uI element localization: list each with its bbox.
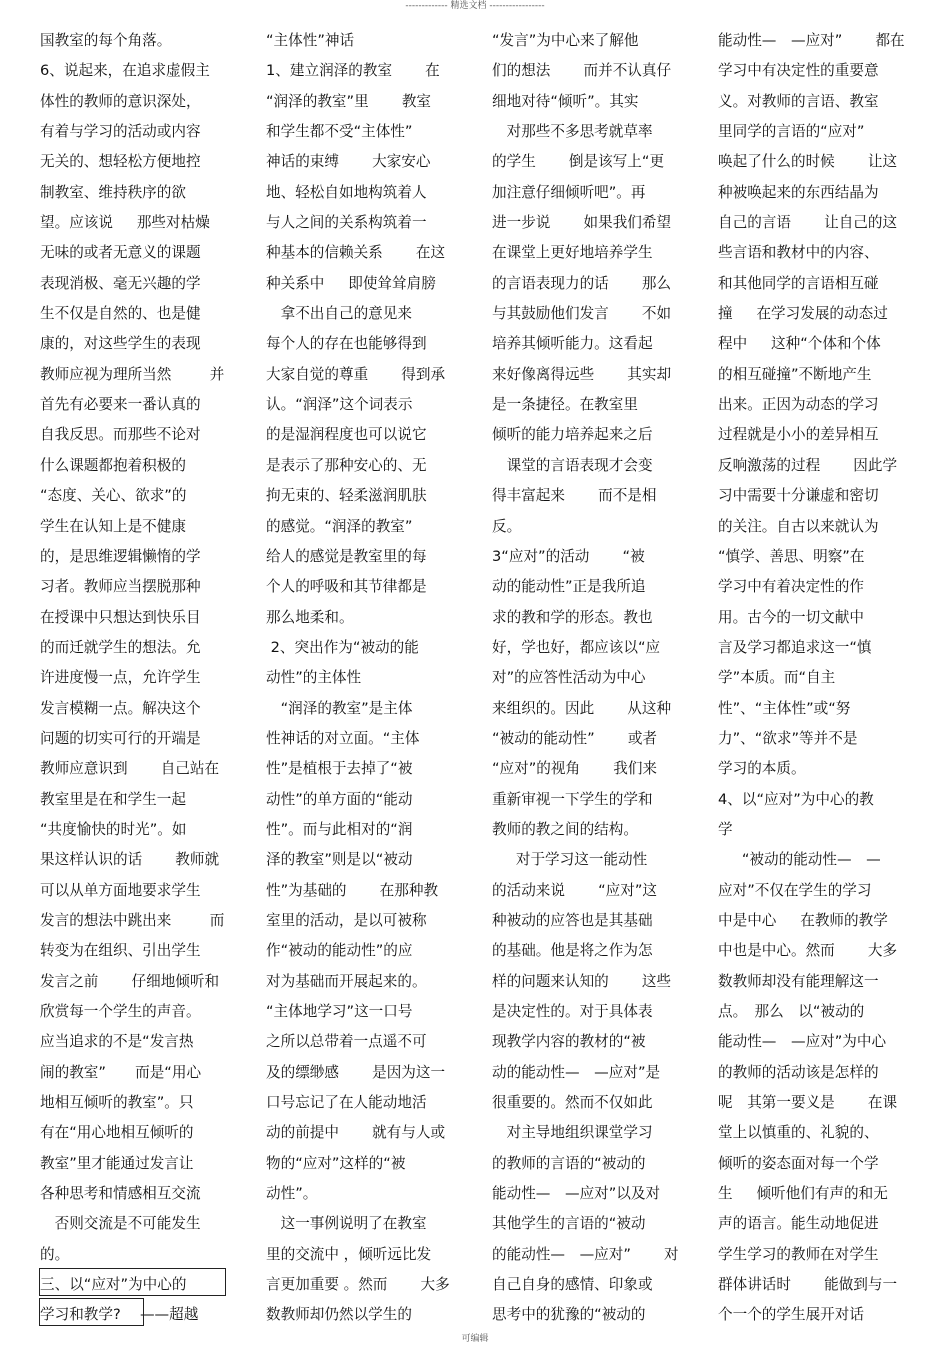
text-line: 认。“润泽”这个词表示 bbox=[266, 396, 413, 414]
text-line: 学习中有决定性的重要意 bbox=[718, 62, 879, 80]
text-line: 中是中心 在教师的教学 bbox=[718, 911, 888, 929]
text-line: 及的缥缈感 是因为这一 bbox=[266, 1063, 446, 1081]
text-line: 能动性— —应对” 都在 bbox=[718, 32, 905, 49]
text-line: 三、以“应对”为中心的 bbox=[40, 1276, 187, 1294]
text-line: 应当追求的不是“发言热 bbox=[40, 1033, 194, 1051]
text-line: 反响激荡的过程 因此学 bbox=[718, 456, 898, 474]
text-line: 拿不出自己的意见来 bbox=[266, 305, 412, 323]
text-line: 的活动来说 “应对”这 bbox=[492, 881, 658, 899]
text-line: 的能动性— —应对” 对 bbox=[492, 1245, 679, 1263]
text-line: 倾听的姿态面对每一个学 bbox=[718, 1154, 879, 1172]
text-line: 种被动的应答也是其基础 bbox=[492, 911, 653, 929]
text-line: 体性的教师的意识深处， bbox=[40, 92, 201, 110]
text-line: 学生在认知上是不健康 bbox=[40, 517, 186, 535]
text-line: 课堂的言语表现才会变 bbox=[492, 456, 653, 474]
text-line: 学生学习的教师在对学生 bbox=[718, 1245, 879, 1263]
text-line: 可以从单方面地要求学生 bbox=[40, 881, 201, 899]
text-line: 的。 bbox=[40, 1245, 70, 1263]
text-line: 来好像离得远些 其实却 bbox=[492, 365, 672, 383]
text-line: 发言的想法中跳出来 而 bbox=[40, 911, 225, 929]
text-line: 动性”。 bbox=[266, 1185, 318, 1203]
text-line: “主体地学习”这一口号 bbox=[266, 1003, 413, 1020]
text-line: 和其他同学的言语相互碰 bbox=[718, 274, 879, 292]
text-line: 动的前提中 就有与人或 bbox=[266, 1124, 446, 1142]
text-line: 6、说起来，在追求虚假主 bbox=[40, 62, 210, 80]
text-line: 在课堂上更好地培养学生 bbox=[492, 244, 653, 262]
text-line: 里同学的言语的“应对” bbox=[718, 123, 865, 141]
text-line: 倾听的能力培养起来之后 bbox=[492, 426, 653, 444]
text-line: “润泽的教室”是主体 bbox=[266, 699, 413, 717]
text-line: 动的能动性”正是我所追 bbox=[492, 578, 646, 596]
text-line: “主体性”神话 bbox=[266, 32, 355, 49]
text-line: 性”、“主体性”或“努 bbox=[718, 699, 851, 717]
text-line: 问题的切实可行的开端是 bbox=[40, 729, 201, 747]
text-line: 发言模糊一点。解决这个 bbox=[40, 699, 201, 717]
text-line: 对那些不多思考就草率 bbox=[492, 123, 653, 141]
text-line: 地、轻松自如地构筑着人 bbox=[266, 183, 427, 201]
text-line: 拘无束的、轻柔滋润肌肤 bbox=[266, 487, 427, 505]
text-line: 应对”不仅在学生的学习 bbox=[718, 881, 872, 899]
text-line: 室里的活动，是以可被称 bbox=[266, 911, 427, 929]
text-line: 撞 在学习发展的动态过 bbox=[718, 305, 888, 323]
text-line: 动的能动性— —应对”是 bbox=[492, 1063, 661, 1081]
text-line: 呢 其第一要义是 在课 bbox=[718, 1094, 898, 1112]
text-line: 种关系中 即使耸耸肩膀 bbox=[266, 274, 436, 292]
text-line: 教室里是在和学生一起 bbox=[40, 790, 186, 808]
text-line: 言及学习都追求这一“慎 bbox=[718, 638, 872, 656]
text-line: 否则交流是不可能发生 bbox=[40, 1215, 201, 1233]
page-header: ------------- 精选文档 ----------------- bbox=[405, 1, 545, 11]
text-line: 很重要的。然而不仅如此 bbox=[492, 1094, 653, 1112]
text-line: 3“应对”的活动 “被 bbox=[492, 547, 645, 565]
text-line: 好，学也好，都应该以“应 bbox=[492, 638, 661, 656]
text-line: 生 倾听他们有声的和无 bbox=[718, 1185, 888, 1203]
text-line: 中也是中心。然而 大多 bbox=[718, 942, 898, 960]
text-line: 教室”里才能通过发言让 bbox=[40, 1154, 194, 1172]
text-line: 4、以“应对”为中心的教 bbox=[718, 790, 874, 808]
text-line: 大家自觉的尊重 得到承 bbox=[266, 365, 446, 383]
text-line: 义。对教师的言语、教室 bbox=[718, 92, 879, 110]
text-line: 重新审视一下学生的学和 bbox=[492, 790, 653, 808]
text-line: 之所以总带着一点遥不可 bbox=[266, 1033, 427, 1051]
text-line: 和学生都不受“主体性” bbox=[266, 123, 413, 141]
text-line: 首先有必要来一番认真的 bbox=[40, 396, 201, 414]
text-line: 里的交流中 ，倾听远比发 bbox=[266, 1245, 432, 1263]
text-line: 言更加重要 。然而 大多 bbox=[266, 1276, 450, 1294]
text-line: 的言语表现力的话 那么 bbox=[492, 274, 672, 292]
text-line: 1、建立润泽的教室 在 bbox=[266, 62, 440, 80]
text-line: 国教室的每个角落。 bbox=[40, 32, 172, 49]
text-line: 泽的教室”则是以“被动 bbox=[266, 851, 413, 869]
text-line: 康的，对这些学生的表现 bbox=[40, 335, 201, 353]
text-line: 什么课题都抱着积极的 bbox=[40, 456, 186, 474]
text-line: 对于学习这一能动性 bbox=[492, 851, 648, 869]
text-line: 的感觉。“润泽的教室” bbox=[266, 517, 413, 535]
text-line: 与其鼓励他们发言 不如 bbox=[492, 305, 672, 323]
text-line: 动性”的单方面的“能动 bbox=[266, 790, 413, 808]
text-line: 对”的应答性活动为中心 bbox=[492, 669, 646, 687]
text-line: 唤起了什么的时候 让这 bbox=[718, 153, 898, 171]
text-line: 的相互碰撞”不断地产生 bbox=[718, 365, 872, 383]
text-line: 习者。教师应当摆脱那种 bbox=[40, 578, 201, 596]
text-line: 思考中的犹豫的“被动的 bbox=[492, 1306, 646, 1324]
text-line: 的，是思维逻辑懒惰的学 bbox=[40, 547, 201, 565]
text-line: 2、突出作为“被动的能 bbox=[266, 638, 419, 656]
text-line: 声的语言。能生动地促进 bbox=[718, 1215, 879, 1233]
text-line: 学习和教学? ——超越 bbox=[40, 1306, 199, 1324]
text-line: 力”、“欲求”等并不是 bbox=[718, 729, 858, 747]
text-line: “润泽的教室”里 教室 bbox=[266, 92, 432, 110]
text-line: 学习中有着决定性的作 bbox=[718, 578, 864, 596]
text-line: 群体讲话时 能做到与一 bbox=[718, 1276, 898, 1294]
text-line: 能动性— —应对”为中心 bbox=[718, 1033, 887, 1051]
text-line: “慎学、善思、明察”在 bbox=[718, 547, 865, 565]
text-line: 数教师却仍然以学生的 bbox=[266, 1306, 412, 1324]
text-column-3 bbox=[492, 26, 692, 1331]
text-line: 进一步说 如果我们希望 bbox=[492, 214, 672, 232]
text-line: 作“被动的能动性”的应 bbox=[266, 942, 413, 960]
text-line: 的而迁就学生的想法。允 bbox=[40, 638, 201, 656]
text-line: 学”本质。而“自主 bbox=[718, 669, 836, 687]
text-line: 自我反思。而那些不论对 bbox=[40, 426, 201, 444]
text-line: 加注意仔细倾听吧”。再 bbox=[492, 183, 646, 201]
text-column-1 bbox=[40, 26, 240, 1331]
text-line: 现教学内容的教材的“被 bbox=[492, 1033, 646, 1051]
text-line: 些言语和教材中的内容、 bbox=[718, 244, 879, 262]
text-line: 出来。正因为动态的学习 bbox=[718, 396, 879, 414]
text-line: 物的“应对”这样的“被 bbox=[266, 1154, 406, 1172]
text-column-4 bbox=[718, 26, 918, 1331]
text-line: 学 bbox=[718, 820, 733, 838]
text-line: 习中需要十分谦虚和密切 bbox=[718, 487, 879, 505]
text-line: 是决定性的。对于具体表 bbox=[492, 1003, 653, 1020]
section-heading-box-continued bbox=[39, 1298, 144, 1326]
text-line: 教师应视为理所当然 并 bbox=[40, 365, 225, 383]
text-line: 给人的感觉是教室里的每 bbox=[266, 547, 427, 565]
text-line: 无味的或者无意义的课题 bbox=[40, 244, 201, 262]
text-line: 生不仅是自然的、也是健 bbox=[40, 305, 201, 323]
section-heading-box bbox=[39, 1268, 226, 1296]
text-line: 的基础。他是将之作为怎 bbox=[492, 942, 653, 960]
text-line: 这一事例说明了在教室 bbox=[266, 1215, 427, 1233]
text-line: “态度、关心、欲求”的 bbox=[40, 487, 187, 505]
page-footer: 可编辑 bbox=[461, 1334, 489, 1344]
text-line: 自己的言语 让自己的这 bbox=[718, 214, 898, 232]
text-line: 是表示了那种安心的、无 bbox=[266, 456, 427, 474]
text-line: 种基本的信赖关系 在这 bbox=[266, 244, 446, 262]
text-line: 神话的束缚 大家安心 bbox=[266, 153, 431, 171]
text-column-2 bbox=[266, 26, 466, 1331]
text-line: 的教师的活动该是怎样的 bbox=[718, 1063, 879, 1081]
text-line: 欣赏每一个学生的声音。 bbox=[40, 1003, 201, 1020]
text-line: 对主导地组织课堂学习 bbox=[492, 1124, 653, 1142]
text-line: “应对”的视角 我们来 bbox=[492, 760, 658, 778]
text-line: 性”是植根于去掉了“被 bbox=[266, 760, 413, 778]
text-line: 性”。而与此相对的“润 bbox=[266, 820, 413, 838]
text-line: 教师的教之间的结构。 bbox=[492, 820, 638, 838]
text-line: 的教师的言语的“被动的 bbox=[492, 1154, 646, 1172]
text-line: 培养其倾听能力。这看起 bbox=[492, 335, 653, 353]
text-line: 用。古今的一切文献中 bbox=[718, 608, 864, 626]
text-line: “被动的能动性— — bbox=[718, 851, 881, 869]
text-line: 的学生 倒是该写上“更 bbox=[492, 153, 665, 171]
text-line: 在授课中只想达到快乐目 bbox=[40, 608, 201, 626]
text-line: 果这样认识的话 教师就 bbox=[40, 851, 220, 869]
text-line: 数教师却没有能理解这一 bbox=[718, 972, 879, 990]
text-line: 是一条捷径。在教室里 bbox=[492, 396, 638, 414]
text-line: 个一个的学生展开对话 bbox=[718, 1306, 864, 1324]
text-line: 得丰富起来 而不是相 bbox=[492, 487, 657, 505]
text-line: 的是湿润程度也可以说它 bbox=[266, 426, 427, 444]
text-line: 与人之间的关系构筑着一 bbox=[266, 214, 427, 232]
text-line: 学习的本质。 bbox=[718, 760, 806, 778]
text-line: 对为基础而开展起来的。 bbox=[266, 972, 427, 990]
text-line: 表现消极、毫无兴趣的学 bbox=[40, 274, 201, 292]
text-line: 有着与学习的活动或内容 bbox=[40, 123, 201, 141]
text-line: 自己自身的感情、印象或 bbox=[492, 1276, 653, 1294]
text-line: 过程就是小小的差异相互 bbox=[718, 426, 879, 444]
text-line: 程中 这种“个体和个体 bbox=[718, 335, 881, 353]
text-line: 制教室、维持秩序的欲 bbox=[40, 183, 186, 201]
text-line: 能动性— —应对”以及对 bbox=[492, 1185, 661, 1203]
text-line: 闹的教室” 而是“用心 bbox=[40, 1063, 202, 1081]
text-line: 其他学生的言语的“被动 bbox=[492, 1215, 646, 1233]
text-line: 转变为在组织、引出学生 bbox=[40, 942, 201, 960]
text-line: 有在“用心地相互倾听的 bbox=[40, 1124, 194, 1142]
text-line: 动性”的主体性 bbox=[266, 669, 362, 687]
text-line: 种被唤起来的东西结晶为 bbox=[718, 183, 879, 201]
text-line: 细地对待“倾听”。其实 bbox=[492, 92, 639, 110]
text-line: “被动的能动性” 或者 bbox=[492, 729, 658, 747]
text-line: 求的教和学的形态。教也 bbox=[492, 608, 653, 626]
text-line: 教师应意识到 自己站在 bbox=[40, 760, 220, 778]
text-line: “发言”为中心来了解他 bbox=[492, 32, 639, 49]
text-line: 每个人的存在也能够得到 bbox=[266, 335, 427, 353]
text-line: 发言之前 仔细地倾听和 bbox=[40, 972, 220, 990]
text-line: 性”为基础的 在那种教 bbox=[266, 881, 439, 899]
text-line: 点。 那么 以“被动的 bbox=[718, 1003, 865, 1020]
text-line: “共度愉快的时光”。如 bbox=[40, 820, 187, 838]
text-line: 无关的、想轻松方便地控 bbox=[40, 153, 201, 171]
text-line: 许进度慢一点，允许学生 bbox=[40, 669, 201, 687]
text-line: 的关注。自古以来就认为 bbox=[718, 517, 879, 535]
text-line: 们的想法 而并不认真仔 bbox=[492, 62, 672, 80]
text-line: 来组织的。因此 从这种 bbox=[492, 699, 672, 717]
text-line: 各种思考和情感相互交流 bbox=[40, 1185, 201, 1203]
text-line: 那么地柔和。 bbox=[266, 608, 354, 626]
text-line: 个人的呼吸和其节律都是 bbox=[266, 578, 427, 596]
text-line: 样的问题来认知的 这些 bbox=[492, 972, 672, 990]
text-line: 反。 bbox=[492, 517, 522, 535]
text-line: 性神话的对立面。“主体 bbox=[266, 729, 420, 747]
text-line: 地相互倾听的教室”。只 bbox=[40, 1094, 194, 1112]
text-line: 堂上以慎重的、礼貌的、 bbox=[718, 1124, 879, 1142]
text-line: 望。应该说 那些对枯燥 bbox=[40, 214, 210, 232]
text-line: 口号忘记了在人能动地活 bbox=[266, 1094, 427, 1112]
